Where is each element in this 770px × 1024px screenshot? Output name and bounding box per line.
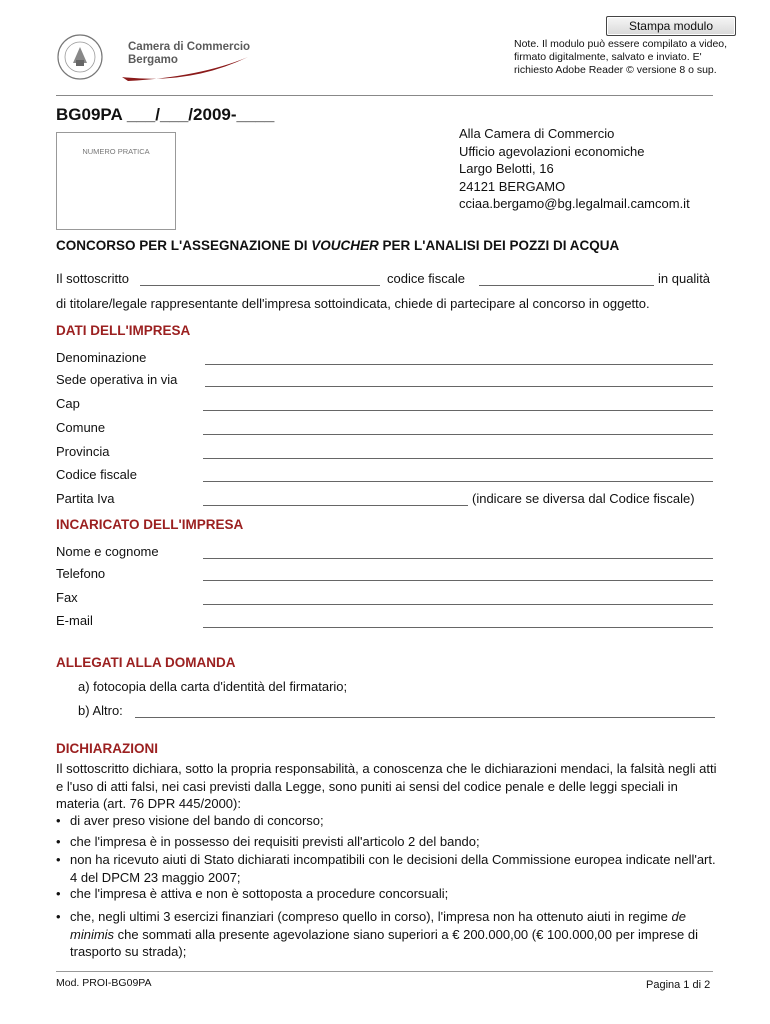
logo-swoosh-icon bbox=[120, 55, 250, 85]
fax-field[interactable] bbox=[203, 604, 713, 605]
footer-form-code: Mod. PROI-BG09PA bbox=[56, 977, 152, 989]
list-item: • che l'impresa è attiva e non è sottoposta a procedure concorsuali; bbox=[56, 886, 449, 901]
section-incaricato: INCARICATO DELL'IMPRESA bbox=[56, 517, 244, 532]
footer-page-number: Pagina 1 di 2 bbox=[646, 979, 711, 991]
partita-iva-note: (indicare se diversa dal Codice fiscale) bbox=[472, 491, 695, 506]
codice-fiscale-field[interactable] bbox=[479, 285, 654, 286]
pratica-number-box[interactable] bbox=[56, 132, 176, 230]
note-text: Note. Il modulo può essere compilato a video, firmato digitalmente, salvato e inviato. E' richiesto Adobe Reader © versione 8 o sup. bbox=[514, 38, 728, 76]
impresa-codice-fiscale-field[interactable] bbox=[203, 481, 713, 482]
label-denominazione: Denominazione bbox=[56, 350, 147, 365]
denominazione-field[interactable] bbox=[205, 364, 713, 365]
footer-divider bbox=[56, 971, 713, 972]
label-provincia: Provincia bbox=[56, 444, 110, 459]
logo-wordmark: Camera di Commercio Bergamo bbox=[128, 41, 251, 66]
sottoscritto-field[interactable] bbox=[140, 285, 380, 286]
telefono-field[interactable] bbox=[203, 580, 713, 581]
label-sede: Sede operativa in via bbox=[56, 372, 178, 387]
label-nome: Nome e cognome bbox=[56, 544, 159, 559]
intro-sottoscritto-label: Il sottoscritto bbox=[56, 271, 129, 286]
form-title: CONCORSO PER L'ASSEGNAZIONE DI VOUCHER PER L'ANALISI DEI POZZI DI ACQUA bbox=[56, 238, 620, 253]
intro-qualita-label: in qualità bbox=[658, 271, 711, 286]
partita-iva-field[interactable] bbox=[203, 505, 468, 506]
label-codice-fiscale: Codice fiscale bbox=[56, 467, 137, 482]
comune-field[interactable] bbox=[203, 434, 713, 435]
section-dichiarazioni: DICHIARAZIONI bbox=[56, 741, 158, 756]
list-item: • che l'impresa è in possesso dei requisiti previsti all'articolo 2 del bando; bbox=[56, 834, 480, 849]
list-item: • che, negli ultimi 3 esercizi finanziari (compreso quello in corso), l'impresa non ha ottenuto aiuti in regime de minimis che sommati alla presente agevolazione siano superiori a € 200.000,00 (€ 100.000,00 per imprese di trasporto su strada); bbox=[56, 909, 698, 959]
section-dati-impresa: DATI DELL'IMPRESA bbox=[56, 323, 191, 338]
label-email: E-mail bbox=[56, 613, 93, 628]
dichiarazioni-intro: Il sottoscritto dichiara, sotto la propria responsabilità, a conoscenza che le dichiarazioni mendaci, la falsità negli atti e l'uso di atti falsi, nei casi previsti dalla Legge, sono puniti ai sensi del codice penale e delle leggi speciali in materia (art. 76 DPR 445/2000): bbox=[56, 761, 717, 811]
allegato-b-label: b) Altro: bbox=[78, 703, 123, 718]
nome-cognome-field[interactable] bbox=[203, 558, 713, 559]
allegato-a: a) fotocopia della carta d'identità del firmatario; bbox=[78, 679, 348, 694]
section-allegati: ALLEGATI ALLA DOMANDA bbox=[56, 655, 236, 670]
print-form-button[interactable]: Stampa modulo bbox=[606, 16, 736, 36]
allegato-altro-field[interactable] bbox=[135, 717, 715, 718]
cap-field[interactable] bbox=[203, 410, 713, 411]
label-fax: Fax bbox=[56, 590, 78, 605]
recipient-address: Alla Camera di Commercio Ufficio agevolazioni economiche Largo Belotti, 16 24121 BERGAMO cciaa.bergamo@bg.legalmail.camcom.it bbox=[459, 126, 690, 211]
intro-line2: di titolare/legale rappresentante dell'impresa sottoindicata, chiede di partecipare al concorso in oggetto. bbox=[56, 296, 650, 311]
intro-cf-label: codice fiscale bbox=[387, 271, 466, 286]
pratica-number: BG09PA ___/___/2009-____ bbox=[56, 105, 275, 124]
list-item: • di aver preso visione del bando di concorso; bbox=[56, 813, 324, 828]
header-divider bbox=[56, 95, 713, 96]
email-field[interactable] bbox=[203, 627, 713, 628]
provincia-field[interactable] bbox=[203, 458, 713, 459]
label-cap: Cap bbox=[56, 396, 80, 411]
seal-logo-icon bbox=[56, 33, 104, 81]
list-item: • non ha ricevuto aiuti di Stato dichiarati incompatibili con le decisioni della Commissione europea indicate nell'art. 4 del DPCM 23 maggio 2007; bbox=[56, 852, 716, 885]
pratica-box-label: NUMERO PRATICA bbox=[82, 147, 150, 156]
label-telefono: Telefono bbox=[56, 566, 106, 581]
sede-field[interactable] bbox=[205, 386, 713, 387]
label-comune: Comune bbox=[56, 420, 106, 435]
label-partita-iva: Partita Iva bbox=[56, 491, 115, 506]
